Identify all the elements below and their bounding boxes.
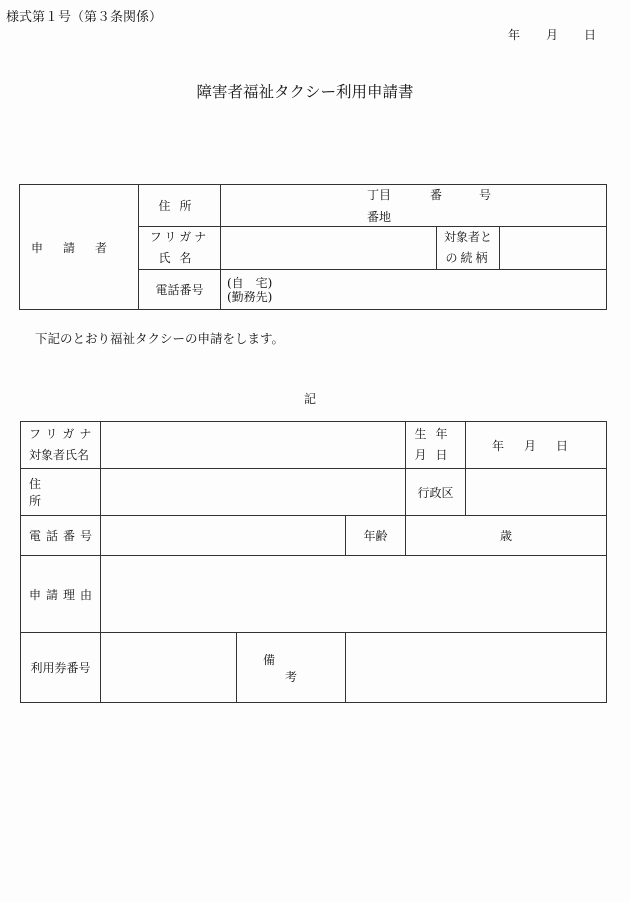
- phone-work-label: (勤務先): [227, 289, 273, 304]
- target-phone-label: 電話番号: [21, 516, 101, 556]
- applicant-name-label: フリガナ 氏名: [139, 227, 221, 270]
- relation-label: 対象者と の続柄: [437, 227, 500, 270]
- age-field[interactable]: [406, 516, 607, 556]
- applicant-name-field[interactable]: [221, 227, 437, 270]
- relation-field[interactable]: [500, 227, 607, 270]
- reason-field[interactable]: [101, 556, 607, 633]
- banchi-label: 番地: [367, 210, 392, 224]
- phone-home-label: (自 宅): [227, 275, 273, 290]
- remarks-label: 備考: [237, 633, 346, 703]
- age-label: 年齢: [346, 516, 406, 556]
- date-month-label: 月: [546, 28, 559, 42]
- ki-label: 記: [303, 392, 316, 406]
- target-address-field[interactable]: [101, 469, 406, 516]
- target-phone-field[interactable]: [101, 516, 346, 556]
- date-year-label: 年: [508, 28, 521, 42]
- age-unit: 歳: [500, 529, 513, 543]
- target-table: [20, 421, 607, 703]
- intro-text: 下記のとおり福祉タクシーの申請をします。: [35, 331, 285, 346]
- target-name-label: フリガナ 対象者氏名: [21, 422, 101, 469]
- applicant-table: [19, 184, 607, 310]
- date-day-label: 日: [584, 28, 597, 42]
- ban-label: 番: [430, 188, 443, 202]
- document-title: 障害者福祉タクシー利用申請書: [196, 83, 414, 101]
- applicant-phone-field[interactable]: [221, 270, 607, 310]
- form-number: 様式第１号（第３条関係）: [6, 10, 163, 25]
- date-line: [508, 26, 596, 43]
- birth-date-field[interactable]: 年 月 日: [466, 422, 607, 469]
- target-address-label: 住所: [21, 469, 101, 516]
- ticket-number-field[interactable]: [101, 633, 237, 703]
- birth-date-label: 生年 月日: [406, 422, 466, 469]
- target-name-field[interactable]: [101, 422, 406, 469]
- ticket-number-label: 利用券番号: [21, 633, 101, 703]
- applicant-address-field[interactable]: [221, 185, 607, 227]
- ward-label: 行政区: [406, 469, 466, 516]
- reason-label: 申請理由: [21, 556, 101, 633]
- ward-field[interactable]: [466, 469, 607, 516]
- applicant-section-label: 申請者: [20, 185, 139, 310]
- chome-label: 丁目: [367, 188, 392, 202]
- remarks-field[interactable]: [346, 633, 607, 703]
- applicant-address-label: 住所: [139, 185, 221, 227]
- go-label: 号: [479, 188, 492, 202]
- applicant-phone-label: 電話番号: [139, 270, 221, 310]
